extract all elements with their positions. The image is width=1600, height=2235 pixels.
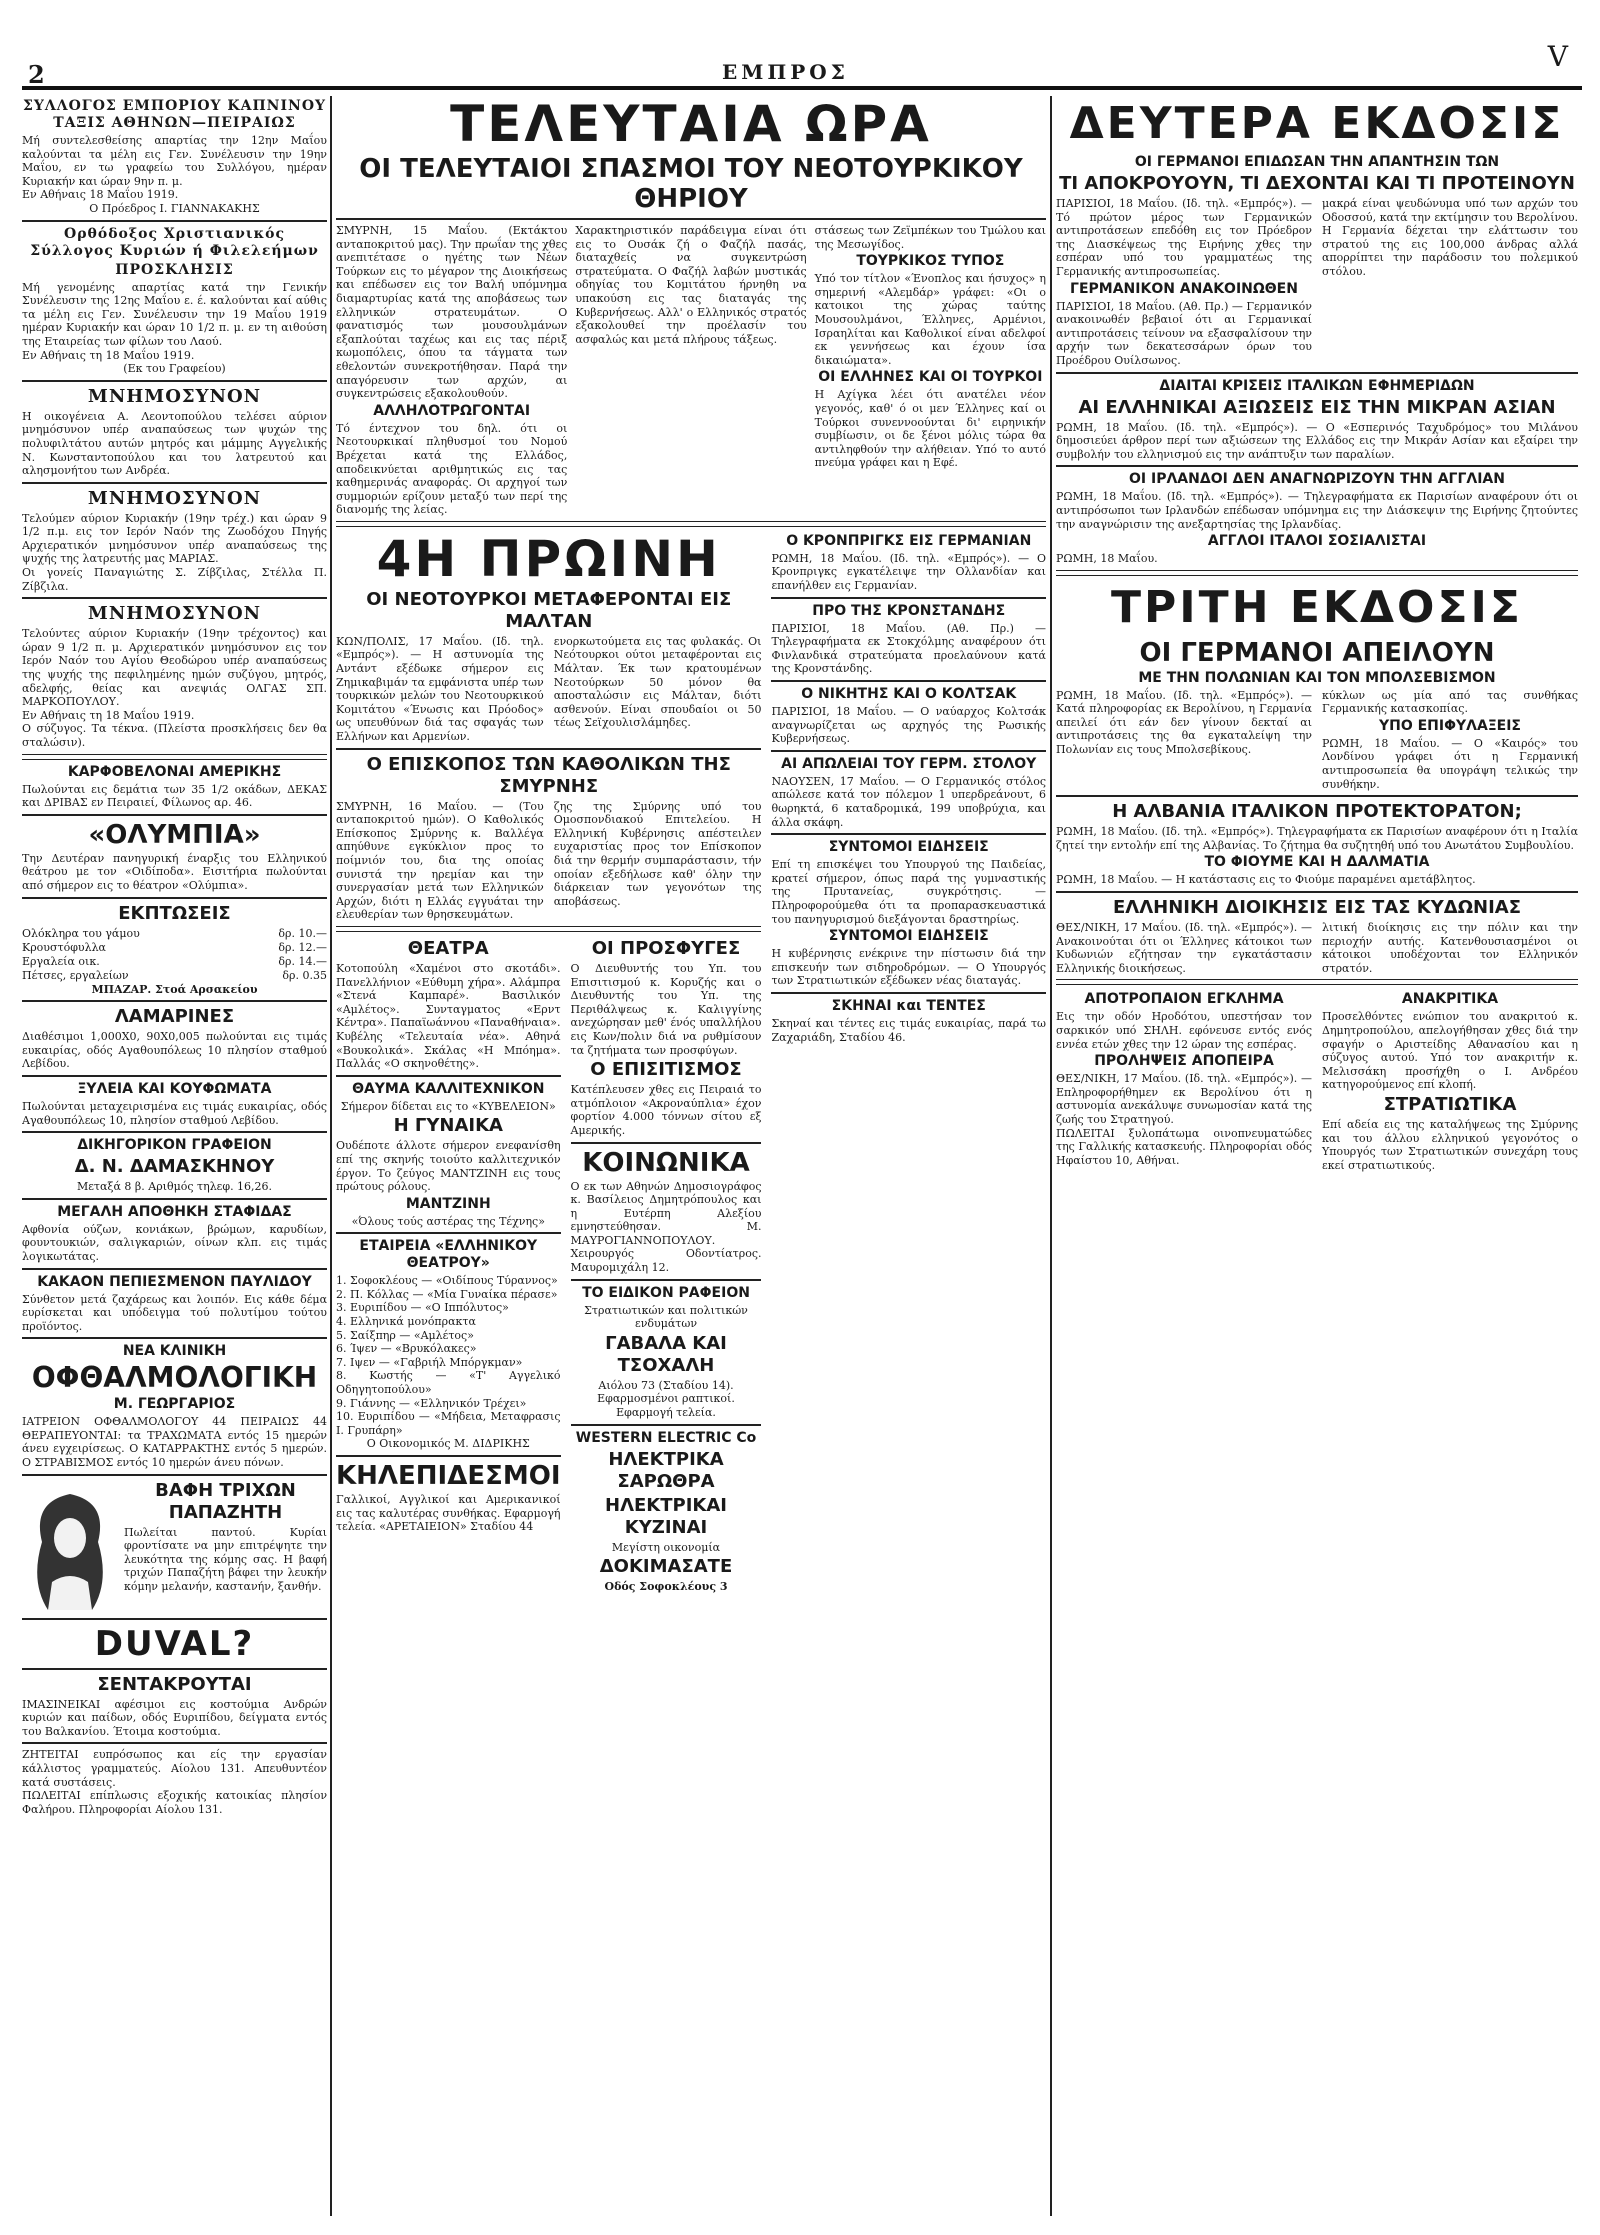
ad-hair-dye-body: Πωλείται παντού. Κυρίαι φροντίσατε να μην επιτρέψητε την λευκότητα της κόμης σας. Η βαφή τριχών Παπαζήτη βάφει την λευκήν κόμην μελανήν, καστανήν, ξανθήν.: [124, 1525, 327, 1594]
second-headline: ΟΙ ΓΕΡΜΑΝΟΙ ΕΠΙΔΩΣΑΝ ΤΗΝ ΑΠΑΝΤΗΣΙΝ ΤΩΝ: [1134, 154, 1500, 170]
ad-cocoa-body: Σύνθετον μετά ζαχάρεως και λοιπόν. Εις κάθε δέμα ευρίσκεται και υπόδειγμα τού πολυτίμου τούτου προϊόντος.: [22, 1292, 327, 1333]
latest-sub-d: ΤΟΥΡΚΙΚΟΣ ΤΥΠΟΣ: [856, 253, 1005, 270]
reservations-body: ΡΩΜΗ, 18 Μαΐου. — Ο «Καιρός» του Λονδίνου γράφει ότι η Γερμανική αντιπροσωπεία θα υπογράψη τελικώς την συνθήκην.: [1322, 736, 1578, 791]
ad-tailors: [22, 1674, 327, 1739]
divider: [571, 1142, 762, 1144]
supply-title: Ο ΕΠΙΣΙΤΙΣΜΟΣ: [590, 1059, 742, 1081]
second-story: [1056, 197, 1578, 368]
repertoire-item: 10. Ευριπίδου — «Μήδεια, Μεταφρασις Ι. Γρυπάρη»: [336, 1410, 561, 1437]
social-body: Ο εκ των Αθηνών Δημοσιογράφος κ. Βασίλειος Δημητρόπουλος και η Ευτέρπη Αλεξίου εμνηστεύθησαν. Μ. ΜΑΥΡΟΓΙΑΝΝΟΠΟΥΛΟΥ. Χειρουργός Οδοντίατρος. Μαυρομιχάλη 12.: [570, 1179, 762, 1275]
memorial-1-body: Η οικογένεια Α. Λεοντοπούλου τελέσει αύριον μνημόσυνον υπέρ αναπαύσεως των ψυχών της πολυφιλτάτου αυτών μητρός και μάμμης Αγγελικής Ν. Κωνσταντοπούλου και του λατρευτού και αλησμονήτου των Ανδρέα.: [22, 409, 327, 478]
ad-sale: ΠΩΛΕΙΤΑΙ επίπλωσις εξοχικής κατοικίας πλησίον Φαλήρου. Πληροφορίαι Αίολου 131.: [22, 1789, 327, 1816]
star-name: ΜΑΝΤΖΙΝΗ: [405, 1195, 491, 1212]
price-item: Πέτσες, εργαλείων: [22, 968, 129, 982]
albania-body: ΡΩΜΗ, 18 Μαΐου. (Ιδ. τηλ. «Εμπρός»). Τηλεγραφήματα εκ Παρισίων αναφέρουν ότι η Ιταλία ζητεί την εντολήν επί της Αλβανίας. Το ζήτημα θα συζητηθή υπό του Ανωτάτου Συμβουλίου.: [1056, 825, 1578, 852]
center-column: [336, 96, 1046, 1594]
ad-tents-body: Σκηναί και τέντες εις τιμάς ευκαιρίας, παρά τω Ζαχαριάδη, Σταδίου 46.: [771, 1016, 1046, 1044]
divider: [22, 380, 327, 382]
ad-lamarines: [22, 1006, 327, 1071]
divider: [22, 482, 327, 484]
ad-product-2: ΗΛΕΚΤΡΙΚΑΙ ΚΥΖΙΝΑΙ: [605, 1494, 727, 1538]
cydonia-body: ΘΕΣ/ΝΙΚΗ, 17 Μαΐου. (Ιδ. τηλ. «Εμπρός»). — Ανακοινούται ότι οι Έλληνες κάτοικοι των Κυδωνιών εζήτησαν την εγκατάστασιν Ελληνικής διοικήσεως.: [1056, 921, 1312, 975]
third-headline: ΟΙ ΓΕΡΜΑΝΟΙ ΑΠΕΙΛΟΥΝ: [1139, 637, 1495, 668]
memorial-1-title: ΜΝΗΜΟΣΥΝΟΝ: [87, 385, 262, 407]
ad-needles-title: ΚΑΡΦΟΒΕΛΟΝΑΙ ΑΜΕΡΙΚΗΣ: [67, 763, 282, 780]
theatre-body: Κοτοπούλη «Χαμένοι στο σκοτάδι». Πανελλήνιον «Εύθυμη χήρα». Αλάμπρα «Στενά Καμπαρέ». Βασιλικόν «Αμλέτος». Συνταγματος «Ερντ Κέντρα». Παπαϊωάννου «Παναθήναια». Κυβέλης «Τελευταία νέα». Αθηνά «Βουκολικά». Σκάλας «Η Μπόημα». Παλλάς «Ο σκηνοθέτης».: [336, 961, 561, 1071]
kronstadt-title: ΠΡΟ ΤΗΣ ΚΡΟΝΣΤΑΝΔΗΣ: [812, 602, 1006, 619]
ad-product-1: ΗΛΕΚΤΡΙΚΑ ΣΑΡΩΘΡΑ: [608, 1448, 724, 1492]
memorial-3-body: Τελούντες αύριον Κυριακήν (19ην τρέχοντος) και ώραν 9 1/2 π. μ. Αρχιερατικόν μνημόσυνον εις τον Ιερόν Ναόν του Αγίου Θεοδώρου υπέρ αναπαύσεως της ψυχής της πεφιλημένης ημών συζύγου, μητρός, αδελφής, θείας και ανεψιάς ΟΛΓΑΣ ΣΠ. ΜΑΡΚΟΠΟΥΛΟΥ.: [22, 627, 327, 709]
third-sub: ΜΕ ΤΗΝ ΠΟΛΩΝΙΑΝ ΚΑΙ ΤΟΝ ΜΠΟΛΣΕΒΙΣΜΟΝ: [1138, 669, 1496, 686]
ad-ophth-body: ΙΑΤΡΕΙΟΝ ΟΦΘΑΛΜΟΛΟΓΟΥ 44 ΠΕΙΡΑΙΩΣ 44 ΘΕΡΑΠΕΥΟΝΤΑΙ: τα ΤΡΑΧΩΜΑΤΑ εντός 15 ημερών άνευ εγχειρίσεως. Ο ΚΑΤΑΡΡΑΚΤΗΣ εντός 5 ημερών. Ο ΣΤΡΑΒΙΣΜΟΣ εντός 10 ημερών άνευ πόνων.: [22, 1415, 327, 1470]
cydonia-col-b: λιτική διοίκησις εις την πόλιν και την περιοχήν αυτής. Κατενθουσιασμένοι οι κάτοικοι υποδέχονται τον Ελληνικόν στρατόν.: [1322, 921, 1578, 975]
ad-tailors-body: ΙΜΑΣΙΝΕΙΚΑΙ αφέσιμοι εις κοστούμια Ανδρών κυριών και παίδων, οδός Ευριπίδου, δείγματα εντός του Βαλκανίου. Έτοιμα κοστούμια.: [22, 1697, 327, 1738]
latest-col-f: Η Αχίγκα λέει ότι ανατέλει νέον γεγονός, καθ' ό οι μεν Έλληνες καί οι Τούρκοι συνεννοούνται δι' ειρηνικήν συμβίωσιν, οι δε ξένοι μόλις τώρα θα αντιληφθούν την αλήθειαν. Υπό το αυτό πνεύμα γράφει και η Εφέ.: [814, 388, 1046, 470]
kronprinz-body: ΡΩΜΗ, 18 Μαΐου. (Ιδ. τηλ. «Εμπρός»). — Ο Κρονπριγκς εγκατέλειψε την Ολλανδίαν και επανήλθεν εις Γερμανίαν.: [771, 551, 1046, 593]
albania-title: Η ΑΛΒΑΝΙΑ ΙΤΑΛΙΚΟΝ ΠΡΟΤΕΚΤΟΡΑΤΟΝ;: [1112, 801, 1522, 823]
ad-ophth-title: ΟΦΘΑΛΜΟΛΟΓΙΚΗ: [31, 1361, 318, 1395]
divider: [22, 1198, 327, 1200]
cydonia-story: [1056, 921, 1578, 975]
brief-news-2-title: ΣΥΝΤΟΜΟΙ ΕΙΔΗΣΕΙΣ: [828, 928, 989, 945]
military-title: ΣΤΡΑΤΙΩΤΙΚΑ: [1383, 1093, 1517, 1115]
ad-tents-title: ΣΚΗΝΑΙ και ΤΕΝΤΕΣ: [831, 997, 986, 1014]
ad-tailors-title: ΣΕΝΤΑΚΡΟΥΤΑΙ: [97, 1673, 252, 1695]
latest-story: [336, 224, 1046, 517]
orthodox-title: Ορθόδοξος Χριστιανικός Σύλλογος Κυριών ή Φιλελεήμων: [30, 225, 319, 259]
brief-news-body: Επί τη επισκέψει του Υπουργού της Παιδείας, κρατεί σήμερον, όπως παρά της γυμναστικής της Πρυτανείας, συγκρότησις. — Πληροφορούμεθα ότι τα προπαρασκευαστικά του πανηγυρισμού διεξάγονται δραστηρίως.: [771, 858, 1046, 926]
company-title: ΕΤΑΙΡΕΙΑ «ΕΛΛΗΝΙΚΟΥ ΘΕΑΤΡΟΥ»: [359, 1238, 538, 1272]
divider: [336, 521, 1046, 527]
memorial-1: [22, 386, 327, 478]
divider: [1056, 570, 1578, 576]
masthead: [22, 40, 1582, 90]
divider: [771, 597, 1046, 599]
irish-body: ΡΩΜΗ, 18 Μαΐου. (Ιδ. τηλ. «Εμπρός»). — Τηλεγραφήματα εκ Παρισίων αναφέρουν ότι οι αντιπρόσωποι των Ιρλανδών επέδωσαν υπόμνημα εις την Διάσκεψιν της Ειρήνης ζητούντες την αναγνώρισιν της ανεξαρτησίας της Ιρλανδίας.: [1056, 490, 1578, 531]
divider: [336, 1455, 561, 1457]
orthodox-sign: (Εκ του Γραφείου): [123, 362, 226, 376]
left-column: [22, 96, 327, 1816]
price-item: Κρουστόφυλλα: [22, 940, 106, 954]
divider: [22, 897, 327, 899]
ad-discounts-footer: ΜΠΑΖΑΡ. Στοά Αρσακείου: [91, 982, 258, 996]
divider: [22, 1742, 327, 1744]
right-column: [1056, 96, 1578, 1172]
fourth-edition-title: 4Η ΠΡΩΙΝΗ: [376, 529, 721, 588]
ad-product-addr: Οδός Σοφοκλέους 3: [604, 1580, 728, 1594]
ad-ophthalmology: [22, 1343, 327, 1469]
memorial-3-date: Εν Αθήναις τη 18 Μαΐου 1919.: [22, 708, 195, 722]
bishop-story: [336, 800, 761, 922]
opera-play: Η ΓΥΝΑΙΚΑ: [393, 1115, 503, 1137]
brief-news-title: ΣΥΝΤΟΜΟΙ ΕΙΔΗΣΕΙΣ: [828, 839, 989, 856]
latest-col-b: Χαρακτηριστικόν παράδειγμα είναι ότι εις το Ουσάκ ζή ο Φαζήλ πασάς, διαταχθείς να συγκεντρώση στρατεύματα. Ο Φαζήλ λαβών μυστικάς οδηγίας του Κομιτάτου ήρνηθη να υπακούση εις τας διαταγάς της Κυβερνήσεως. Αλλ' ο Ελληνικός στρατός εξακολουθεί την προέλασίν του ασφαλώς και μετά πλήρους τάξεως.: [575, 224, 807, 346]
latest-col-a: ΣΜΥΡΝΗ, 15 Μαΐου. (Εκτάκτου ανταποκριτού μας). Την πρωΐαν της χθες ανεπιτέτασε ο ηγέτης των Νέων Τούρκων εις το μέγαρον της Διοικήσεως και επέδωσεν εις τον Βαλή υπόμνημα διαμαρτυρίας κατά της αποβάσεως των ελληνικών στρατευμάτων. Ο φανατισμός των μουσουλμάνων εξαπλούται ταχέως και εις τας πέριξ κωμοπόλεις, όπου τα τάγματα των εθελοντών συνεκροτήθησαν. Παρά την απαγόρευσιν των αρχών, αι συγκεντρώσεις εξακολουθούν.: [336, 224, 568, 401]
german-notice-body: ΠΑΡΙΣΙΟΙ, 18 Μαΐου. (Αθ. Πρ.) — Γερμανικόν ανακοινωθέν βεβαιοί ότι αι Γερμανικαί αντιπροτάσεις τείνουν να εξασφαλίσουν την αρχήν των δεκατεσσάρων όρων του Προέδρου Ουίλσωνος.: [1056, 299, 1312, 367]
right-sub-column: [771, 531, 1046, 1594]
italian-title: ΔΙΑΙΤΑΙ ΚΡΙΣΕΙΣ ΙΤΑΛΙΚΩΝ ΕΦΗΜΕΡΙΔΩΝ: [1159, 377, 1475, 394]
divider: [22, 1668, 327, 1670]
repertoire-item: 6. Ίψεν — «Βρυκόλακες»: [336, 1342, 477, 1356]
military-body: Επί αδεία εις της καταλήψεως της Σμύρνης και του άλλου ελληνικού γεγονότος ο Υπουργός των Στρατιωτικών συνεχάρη τους εκεί στρατιωτικούς.: [1322, 1117, 1578, 1172]
ad-lawyer: [22, 1137, 327, 1194]
latest-col-e: Τό έντεχνον του δηλ. ότι οι Νεοτουρκικαί πληθυσμοί του Νομού Βρέχεται κατά της Ελλάδος, αποδεικνύεται αριθμητικώς εις τας καθημερινάς αναφοράς. Οι αρχηγοί των συμμοριών ερίζουν μεταξύ των περί της διανομής της λείας.: [336, 421, 568, 517]
ad-discounts-title: ΕΚΠΤΩΣΕΙΣ: [118, 902, 231, 924]
bishop-headline: Ο ΕΠΙΣΚΟΠΟΣ ΤΩΝ ΚΑΘΟΛΙΚΩΝ ΤΗΣ ΣΜΥΡΝΗΣ: [366, 753, 731, 797]
irish-title: ΟΙ ΙΡΛΑΝΔΟΙ ΔΕΝ ΑΝΑΓΝΩΡΙΖΟΥΝ ΤΗΝ ΑΓΓΛΙΑΝ: [1129, 471, 1505, 488]
middle-section: [336, 531, 1046, 1594]
price-value: δρ. 14.—: [278, 954, 327, 968]
divider: [771, 750, 1046, 752]
paper-name: ΕΜΠΡΟΣ: [722, 60, 849, 84]
ad-ophth-doctor: Μ. ΓΕΩΡΓΑΡΙΟΣ: [113, 1396, 236, 1413]
bottom-right-section: [1056, 989, 1578, 1172]
ad-warehouse-title: ΜΕΓΑΛΗ ΑΠΟΘΗΚΗ ΣΤΑΦΙΔΑΣ: [57, 1203, 292, 1220]
ad-warehouse-body: Αφθονία ούζων, κονιάκων, βρώμων, καρυδίων, φουντουκιών, σαλιγκαριών, οίνων κλπ. εις τιμάς λογικωτάτας.: [22, 1222, 327, 1263]
brief-news-2-body: Η κυβέρνησις ενέκρινε την πίστωσιν διά την επισκευήν των σιδηροδρόμων. — Ο Υπουργός των Στρατιωτικών εξέδωκεν νέας διαταγάς.: [771, 947, 1046, 988]
divider: [1056, 795, 1578, 797]
crime-body: Εις την οδόν Ηροδότου, υπεστήσαν τον σαρκικόν υπό ΣΗΛΗ. εφόνευσε εντός ενός εννέα ετών χθες την 12 ώραν της εσπέρας.: [1056, 1010, 1312, 1051]
second-col-a: ΠΑΡΙΣΙΟΙ, 18 Μαΐου. (Ιδ. τηλ. «Εμπρός»). — Τό πρώτον μέρος των Γερμανικών αντιπροτάσεων επεδόθη εις τον Πρόεδρον της Διασκέψεως της Ειρήνης χθες την εσπέραν υπό του γραμματέως της Γερμανικής αντιπροσωπείας.: [1056, 197, 1312, 278]
star-sub: «Όλους τούς αστέρας της Τέχνης»: [351, 1214, 545, 1228]
opera-body: Ουδέποτε άλλοτε σήμερον ενεφανίσθη επί της σκηνής τοιούτο καλλιτεχνικόν έργον. Το ζεύγος ΜΑΝΤΖΙΝΗ εις τους πρώτους ρόλους.: [336, 1139, 561, 1194]
divider: [571, 1279, 762, 1281]
divider: [22, 754, 327, 760]
crime-footer: ΠΩΛΕΙΤΑΙ ξυλοπάτωμα οινοπνευματώδες της Γαλλικής κατασκευής. Πληροφορίαι οδός Ηφαίστου 10, Αθήναι.: [1056, 1126, 1312, 1167]
social-title: ΚΟΙΝΩΝΙΚΑ: [582, 1147, 750, 1178]
ad-needles: [22, 764, 327, 810]
orthodox-sub: ΠΡΟΣΚΛΗΣΙΣ: [115, 261, 234, 278]
ad-olympia-body: Την Δευτέραν πανηγυρική έναρξις του Ελληνικού θεάτρου με τον «Οιδίποδα». Εισιτήρια πωλούνται από σήμερον εις το θέατρον «Ολύμπια».: [22, 851, 327, 892]
theatre-title: ΘΕΑΤΡΑ: [407, 937, 489, 959]
latest-sub-e: ΑΛΛΗΛΟΤΡΩΓΟΝΤΑΙ: [373, 402, 531, 419]
memorial-3-sign: Ο σύζυγος. Τα τέκνα. (Πλείστα προσκλήσεις δεν θα σταλώσιν).: [22, 722, 327, 749]
theatre-and-refugees: [336, 936, 761, 1594]
price-row: [22, 927, 327, 941]
investigations-body: Προσελθόντες ενώπιον του ανακριτού κ. Δημητροπούλου, απελογήθησαν χθες διά την σφαγήν ο Αριστείδης Αθανασίου και η σύζυγος αυτού. Υπό τον ανακριτήν κ. Μελισσάκη προσήχθη ο Ι. Ανδρέου κατηγορούμενος επί κλοπή.: [1322, 1010, 1578, 1092]
divider: [22, 597, 327, 599]
divider: [336, 748, 761, 750]
divider: [571, 1424, 762, 1426]
divider: [22, 1474, 327, 1476]
ad-bandages-body: Γαλλικοί, Αγγλικοί και Αμερικανικοί εις τας καλυτέρας συνθήκας. Εφαρμογή τελεία. «ΑΡΕΤΑΙΕΙΟΝ» Σταδίου 44: [336, 1493, 561, 1534]
fourth-headline: ΟΙ ΝΕΟΤΟΥΡΚΟΙ ΜΕΤΑΦΕΡΟΝΤΑΙ ΕΙΣ ΜΑΛΤΑΝ: [366, 588, 732, 632]
divider: [1056, 465, 1578, 467]
german-notice-title: ΓΕΡΜΑΝΙΚΟΝ ΑΝΑΚΟΙΝΩΘΕΝ: [1070, 280, 1298, 297]
ad-wood: [22, 1081, 327, 1127]
portrait-illustration-icon: [22, 1482, 118, 1612]
ships-body: ΝΑΟΥΣΕΝ, 17 Μαΐου. — Ο Γερμανικός στόλος απώλεσε κατά τον πόλεμον 1 υπερδρεάνουτ, 6 θωρηκτά, 6 καταδρομικά, 199 υποβρύχια, και άλλα σκάφη.: [771, 774, 1046, 829]
ad-ophth-kicker: ΝΕΑ ΚΛΙΝΙΚΗ: [122, 1343, 227, 1360]
ad-olympia: [22, 820, 327, 893]
repertoire-item: 7. Ιψεν — «Γαβριήλ Μπόργκμαν»: [336, 1355, 523, 1369]
column-rule-1: [330, 96, 332, 2216]
fiume-body: ΡΩΜΗ, 18 Μαΐου. — Η κατάστασις εις το Φιούμε παραμένει αμετάβλητος.: [1056, 873, 1476, 887]
ad-warehouse: [22, 1204, 327, 1264]
second-edition-title: ΔΕΥΤΕΡΑ ΕΚΔΟΣΙΣ: [1069, 98, 1565, 149]
divider: [22, 220, 327, 222]
opera-title: ΘΑΥΜΑ ΚΑΛΛΙΤΕΧΝΙΚΟΝ: [352, 1080, 545, 1097]
ad-hair-dye-title: ΒΑΦΗ ΤΡΙΧΩΝ ΠΑΠΑΖΗΤΗ: [155, 1479, 296, 1523]
memorial-3-title: ΜΝΗΜΟΣΥΝΟΝ: [87, 603, 262, 625]
memorial-2-title: ΜΝΗΜΟΣΥΝΟΝ: [87, 487, 262, 509]
bishop-col-b: ζης της Σμύρνης υπό του Ομοσπονδιακού Επιτελείου. Η Ελληνική Κυβέρνησις απέστειλεν ευχαριστίας προς τον Επίσκοπον διά την θερμήν συμπαράστασιν, τήν οποίαν εξεδήλωσε καθ' όλην την διάρκειαν των γεγονότων της αποβάσεως.: [553, 799, 762, 908]
kronstadt-body: ΠΑΡΙΣΙΟΙ, 18 Μαΐου. (Αθ. Πρ.) — Τηλεγραφήματα εκ Στοκχόλμης αναφέρουν ότι Φινλανδικά στρατεύματα προελαύνουν κατά της Κρονστάνδης.: [771, 621, 1046, 676]
price-value: δρ. 0.35: [282, 968, 327, 982]
ad-shop-title: ΓΑΒΑΛΑ ΚΑΙ ΤΣΟΧΑΛΗ: [605, 1332, 727, 1376]
column-rule-2: [1050, 96, 1052, 2216]
price-item: Ολόκληρα του γάμου: [22, 926, 140, 940]
reservations-title: ΥΠΟ ΕΠΙΦΥΛΑΞΕΙΣ: [1378, 717, 1521, 734]
repertoire-item: 2. Π. Κόλλας — «Μία Γυναίκα πέρασε»: [336, 1287, 558, 1301]
repertoire-item: 4. Ελληνικά μονόπρακτα: [336, 1315, 476, 1329]
ad-lawyer-addr: Μεταξά 8 β. Αριθμός τηλεφ. 16,26.: [76, 1180, 273, 1194]
repertoire-item: 8. Κωστής — «Τ' Αγγελικό Οδηγητοπούλου»: [336, 1369, 561, 1397]
ad-olympia-title: «ΟΛΥΜΠΙΑ»: [88, 819, 261, 850]
second-col-b: μακρά είναι ψευδώνυμα υπό των αρχών του Οδοσσού, κατά την εκτίμησιν του Βερολίνου. Η Γερμανία δέχεται την ελάττωσιν του στρατού της εις 100,000 άνδρας αλλά απορρίπτει την παράδοσιν του πολεμικού στόλου.: [1322, 197, 1578, 278]
price-row: [22, 955, 327, 969]
ad-cocoa-title: ΚΑΚΑΟΝ ΠΕΠΙΕΣΜΕΝΟΝ ΠΑΥΛΙΔΟΥ: [37, 1273, 312, 1290]
latest-col-d: Υπό τον τίτλον «Ένοπλος και ήσυχος» η σημερινή «Αλεμδάρ» γράφει: «Οι ο κατοικοι της χώρας ταύτης Μουσουλμάνοι, Έλληνες, Αρμένιοι, Ισραηλίται και Καθολικοί είναι αδελφοί εκ γεννήσεως και έχουν ίσα δικαιώματα».: [814, 272, 1046, 367]
divider: [336, 1232, 561, 1234]
opera-sub: Σήμερον δίδεται εις το «ΚΥΒΕΛΕΙΟΝ»: [340, 1099, 556, 1113]
ad-lawyer-title: ΔΙΚΗΓΟΡΙΚΟΝ ΓΡΑΦΕΙΟΝ: [77, 1137, 272, 1154]
socialists-body: ΡΩΜΗ, 18 Μαΐου.: [1056, 552, 1158, 566]
fourth-story: [336, 635, 761, 744]
bishop-col-a: ΣΜΥΡΝΗ, 16 Μαΐου. — (Του ανταποκριτού ημών). Ο Καθολικός Επίσκοπος Σμύρνης κ. Βαλλέγα απηύθυνε εγκύκλιον προς το ποίμνιόν του, δια της οποίας συνιστά την ηρεμίαν και την συνεργασίαν μετά των Ελληνικών Αρχών, διότι η Ελλάς εγγυάται την ελευθερίαν των θρησκευμάτων.: [336, 799, 544, 922]
ad-wanted: ΖΗΤΕΙΤΑΙ ευπρόσωπος και είς την εργασίαν κάλλιστος γραμματεύς. Αίολου 131. Απευθυντέον κατά συστάσεις.: [22, 1748, 327, 1789]
ad-cocoa: [22, 1274, 327, 1334]
union-notice: [22, 98, 327, 216]
corner-mark: V: [1547, 40, 1568, 73]
ad-duval-title: DUVAL?: [94, 1623, 255, 1664]
third-col-b: κύκλων ως μία από τας συνθήκας Γερμανικής κατασκοπίας.: [1322, 688, 1578, 716]
ad-tailor-title: ΤΟ ΕΙΔΙΚΟΝ ΡΑΦΕΙΟΝ: [582, 1284, 750, 1301]
repertoire-item: 3. Ευριπίδου — «Ο Ιππόλυτος»: [336, 1301, 509, 1315]
ad-bandages-title: ΚΗΛΕΠΙΔΕΣΜΟΙ: [336, 1461, 561, 1491]
repertoire-item: 1. Σοφοκλέους — «Οιδίπους Τύραννος»: [336, 1274, 558, 1288]
union-notice-date: Εν Αθήναις 18 Μαΐου 1919.: [22, 188, 179, 202]
latest-col-c: στάσεως των Ζεϊμπέκων του Τμώλου και της Μεσωγίδος.: [814, 224, 1046, 251]
ad-lawyer-name: Δ. Ν. ΔΑΜΑΣΚΗΝΟΥ: [74, 1156, 275, 1178]
ad-product-note: Μεγίστη οικονομία: [611, 1540, 721, 1554]
divider: [1056, 979, 1578, 985]
divider: [22, 1000, 327, 1002]
fourth-col-a: ΚΩΝ/ΠΟΛΙΣ, 17 Μαΐου. (Ιδ. τηλ. «Εμπρός»). — Η αστυνομία της Αντάντ εξέδωκε σήμερον εις Ζημικαβιμάν τα εμφάνιστα υπέρ των τουρκικών μελών του Νεοτουρκικού Κομιτάτου «Ένωσις και Πρόοδος» ως υπευθύνων διά τας σφαγάς των Ελλήνων και Αρμενίων.: [336, 634, 544, 744]
ad-wood-title: ΞΥΛΕΙΑ ΚΑΙ ΚΟΥΦΩΜΑΤΑ: [77, 1080, 272, 1097]
socialists-title: ΑΓΓΛΟΙ ΙΤΑΛΟΙ ΣΟΣΙΑΛΙΣΤΑΙ: [1207, 533, 1427, 550]
italian-headline: ΑΙ ΕΛΛΗΝΙΚΑΙ ΑΞΙΩΣΕΙΣ ΕΙΣ ΤΗΝ ΜΙΚΡΑΝ ΑΣΙΑΝ: [1078, 396, 1556, 418]
refugees-body: Ο Διευθυντής του Υπ. του Επισιτισμού κ. Κορυζής και ο Διευθυντής του Υπ. της Περιθάλψεως κ. Καλιγγίνης ανεχώρησαν μεθ' ένός υπαλλήλου εις Κων/πολιν διά να ρυθμίσουν τα ζητήματα των προσφύγων.: [570, 961, 762, 1057]
kronprinz-title: Ο ΚΡΟΝΠΡΙΓΚΣ ΕΙΣ ΓΕΡΜΑΝΙΑΝ: [786, 532, 1032, 549]
theatre-footer: Ο Οικονομικός Μ. ΔΙΔΡΙΚΗΣ: [366, 1437, 530, 1451]
orthodox-date: Εν Αθήναις τη 18 Μαΐου 1919.: [22, 348, 195, 362]
price-value: δρ. 12.—: [278, 940, 327, 954]
orthodox-notice: [22, 226, 327, 376]
fourth-col-b: ενορκωτούμετα εις τας φυλακάς. Οι Νεότουρκοι ούτοι μεταφέρονται εις Μάλταν. Έκ των κρατουμένων Νεοτούρκων 50 μόνον θα αποσταλώσιν εις Μάλταν, διότι ασθενούν. Είναι σπουδαίοι οι 50 τέως Σεϊχουλισλάμηδες.: [553, 634, 762, 730]
divider: [1056, 891, 1578, 893]
ad-tailor-body: Στρατιωτικών και πολιτικών ενδυμάτων: [584, 1303, 748, 1331]
italian-body: ΡΩΜΗ, 18 Μαΐου. (Ιδ. τηλ. «Εμπρός»). — Ο «Εσπερινός Ταχυδρόμος» του Μιλάνου δημοσιεύει άρθρον περί των αξιώσεων της Ελλάδος εις την Μικράν Ασίαν και εξαίρει την συμβολήν του ελληνισμού εις την ανάπτυξιν των παραλίων.: [1056, 420, 1578, 461]
latest-headline: ΟΙ ΤΕΛΕΥΤΑΙΟΙ ΣΠΑΣΜΟΙ ΤΟΥ ΝΕΟΤΟΥΡΚΙΚΟΥ ΘΗΡΙΟΥ: [359, 154, 1023, 214]
price-row: [22, 941, 327, 955]
divider: [336, 1075, 561, 1077]
ad-product-demo: ΔΟΚΙΜΑΣΑΤΕ: [599, 1556, 733, 1578]
fiume-title: ΤΟ ΦΙΟΥΜΕ ΚΑΙ Η ΔΑΛΜΑΤΙΑ: [1204, 854, 1430, 871]
ships-title: ΑΙ ΑΠΩΛΕΙΑΙ ΤΟΥ ΓΕΡΜ. ΣΤΟΛΟΥ: [781, 755, 1037, 772]
divider: [771, 992, 1046, 994]
refugees-column: [571, 936, 762, 1594]
price-item: Εργαλεία οικ.: [22, 954, 100, 968]
memorial-2-sign: Οι γονείς Παναγιώτης Σ. Ζίβζιλας, Στέλλα Π. Ζίβζιλα.: [22, 566, 327, 593]
price-row: [22, 969, 327, 983]
divider: [22, 1131, 327, 1133]
ad-discounts: [22, 903, 327, 997]
divider: [771, 833, 1046, 835]
union-notice-sign: Ο Πρόεδρος Ι. ΓΙΑΝΝΑΚΑΚΗΣ: [89, 201, 260, 215]
divider: [22, 1075, 327, 1077]
ad-lamarines-body: Διαθέσιμοι 1,000Χ0, 90Χ0,005 πωλούνται εις τιμάς ευκαιρίας, οδός Αγαθουπόλεως 10 πλησίον σταθμού Λεβίδου.: [22, 1030, 327, 1071]
attempt-body: ΘΕΣ/ΝΙΚΗ, 17 Μαΐου. (Ιδ. τηλ. «Εμπρός»). — Επληροφορήθημεν εκ Βερολίνου ότι η αστυνομία ανεκάλυψε συνωμοσίαν κατά της ζωής του Στρατηγού.: [1056, 1072, 1312, 1126]
latest-sub-f: ΟΙ ΕΛΛΗΝΕΣ ΚΑΙ ΟΙ ΤΟΥΡΚΟΙ: [818, 369, 1043, 386]
memorial-3: [22, 603, 327, 749]
third-edition-title: ΤΡΙΤΗ ΕΚΔΟΣΙΣ: [1111, 581, 1523, 633]
cydonia-title: ΕΛΛΗΝΙΚΗ ΔΙΟΙΚΗΣΙΣ ΕΙΣ ΤΑΣ ΚΥΔΩΝΙΑΣ: [1113, 897, 1521, 919]
crime-title: ΑΠΟΤΡΟΠΑΙΟΝ ΕΓΚΛΗΜΑ: [1084, 991, 1284, 1008]
union-notice-title: ΣΥΛΛΟΓΟΣ ΕΜΠΟΡΙΟΥ ΚΑΠΝΙΝΟΥ ΤΑΞΙΣ ΑΘΗΝΩΝ—ΠΕΙΡΑΙΩΣ: [22, 98, 327, 131]
ad-brand: WESTERN ELECTRIC Co: [575, 1429, 757, 1446]
kolchak-title: Ο ΝΙΚΗΤΗΣ ΚΑΙ Ο ΚΟΛΤΣΑΚ: [801, 686, 1017, 703]
page-number: 2: [28, 60, 45, 89]
refugees-title: ΟΙ ΠΡΟΣΦΥΓΕΣ: [591, 937, 741, 959]
third-story: [1056, 689, 1578, 792]
second-sub: ΤΙ ΑΠΟΚΡΟΥΟΥΝ, ΤΙ ΔΕΧΟΝΤΑΙ ΚΑΙ ΤΙ ΠΡΟΤΕΙΝΟΥΝ: [1059, 173, 1575, 194]
repertoire-item: 5. Σαίξπηρ — «Αμλέτος»: [336, 1328, 474, 1342]
ad-needles-body: Πωλούνται εις δεμάτια των 35 1/2 οκάδων, ΔΕΚΑΣ και ΔΡΙΒΑΣ εν Πειραιεί, Φίλωνος αρ. 46.: [22, 782, 327, 810]
divider: [22, 1337, 327, 1339]
divider: [22, 1268, 327, 1270]
divider: [1056, 372, 1578, 374]
price-value: δρ. 10.—: [278, 926, 327, 940]
union-notice-body: Μή συντελεσθείσης απαρτίας την 12ην Μαΐου καλούνται τα μέλη εις Γεν. Συνέλευσιν την 19ην Μαΐου, εν τω γραφείω του Συλλόγου, ημέραν Κυριακήν και ώραν 9ην π. μ.: [22, 134, 327, 188]
orthodox-body: Μή γενομένης απαρτίας κατά την Γενικήν Συνέλευσιν της 12ης Μαΐου ε. έ. καλούνται καί αύθις τα μέλη εις Γεν. Συνέλευσιν την 19 Μαΐου 1919 ημέραν Κυριακήν και ώραν 10 1/2 π. μ. εν τη αιθούση της Εταιρείας των φίλων του Λαού.: [22, 280, 327, 348]
divider: [22, 814, 327, 816]
theatre-column: [336, 936, 561, 1594]
attempt-title: ΠΡΟΛΗΨΕΙΣ ΑΠΟΠΕΙΡΑ: [1094, 1053, 1274, 1070]
supply-body: Κατέπλευσεν χθες εις Πειραιά το ατμόπλοιον «Ακροναύπλια» έχον φορτίον 4.000 τόννων σίτου εξ Αμερικής.: [570, 1083, 762, 1137]
divider: [771, 680, 1046, 682]
memorial-2: [22, 488, 327, 594]
divider: [22, 1618, 327, 1620]
ad-wood-body: Πωλούνται μεταχειρισμένα εις τιμάς ευκαιρίας, οδός Αγαθουπόλεως 10, πλησίον σταθμού Λεβίδου.: [22, 1099, 327, 1127]
repertoire-item: 9. Γιάννης — «Ελληνικόν Τρέχει»: [336, 1396, 527, 1410]
divider: [336, 926, 761, 932]
ad-shop-body: Αιόλου 73 (Σταδίου 14). Εφαρμοσμένοι ραπτικοί. Εφαρμογή τελεία.: [597, 1378, 735, 1420]
third-col-a: ΡΩΜΗ, 18 Μαΐου. (Ιδ. τηλ. «Εμπρός»). — Κατά πληροφορίας εκ Βερολίνου, η Γερμανία απειλεί ότι εάν δεν γίνουν δεκταί αι αντιπροτάσεις της θα εγκαταλείψη την Πολωνίαν εις τους Μπολσεβίκους.: [1056, 688, 1312, 757]
ad-lamarines-title: ΛΑΜΑΡΙΝΕΣ: [114, 1006, 235, 1028]
kolchak-body: ΠΑΡΙΣΙΟΙ, 18 Μαΐου. — Ο ναύαρχος Κολτσάκ αναγνωρίζεται ως αρχηγός της Ρωσικής Κυβερνήσεως.: [771, 705, 1046, 746]
memorial-2-body: Τελούμεν αύριον Κυριακήν (19ην τρέχ.) και ώραν 9 1/2 π.μ. εις τον Ιερόν Ναόν της Ζωοδόχου Πηγής Αρχιερατικόν μνημόσυνον υπέρ αναπαύσεως της ψυχής της λατρευτής μας ΜΑΡΙΑΣ.: [22, 511, 327, 566]
divider: [336, 218, 1046, 220]
ad-hair-dye: [22, 1480, 327, 1614]
latest-hour-title: ΤΕΛΕΥΤΑΙΑ ΩΡΑ: [450, 96, 932, 153]
investigations-title: ΑΝΑΚΡΙΤΙΚΑ: [1401, 991, 1499, 1008]
